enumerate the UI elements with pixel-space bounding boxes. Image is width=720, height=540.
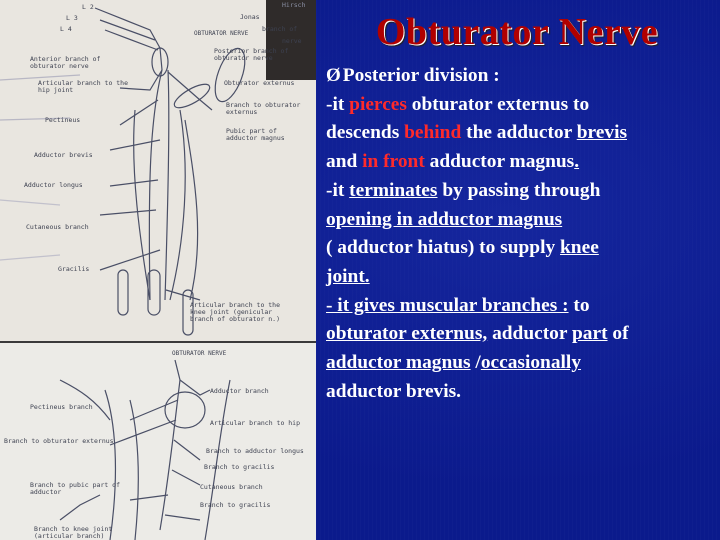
text-l1-a: -it bbox=[326, 93, 350, 115]
arrow-bullet-icon: Ø bbox=[326, 65, 341, 86]
text-l3-d: . bbox=[574, 151, 580, 173]
text-l6: ( adductor hiatus) to supply bbox=[326, 237, 561, 259]
text-line-3 bbox=[326, 148, 714, 177]
label-top-right-1: Hirsch bbox=[282, 1, 306, 9]
text-l2-a: descends bbox=[326, 122, 405, 144]
label-pectineus-branch: Pectineus branch bbox=[30, 403, 93, 411]
text-line-10 bbox=[326, 349, 714, 378]
label-obturator-nerve-bottom: OBTURATOR NERVE bbox=[172, 350, 227, 357]
slide-title: Obturator Nerve bbox=[375, 11, 659, 53]
text-l10-a: adductor magnus bbox=[326, 352, 471, 374]
text-line-4 bbox=[326, 177, 714, 206]
text-l10-b: / bbox=[470, 352, 481, 374]
label-branch-adductor-longus: Branch to adductor longus bbox=[206, 447, 304, 455]
text-line-11: adductor brevis. bbox=[326, 380, 462, 402]
label-pubic-part: Pubic part of adductor magnus bbox=[226, 127, 285, 142]
text-l2-c: the adductor bbox=[461, 122, 577, 144]
text-l8-a: - it gives muscular branches : bbox=[326, 294, 569, 316]
text-line-8 bbox=[326, 292, 714, 321]
heading-line bbox=[326, 62, 714, 91]
label-gracilis: Gracilis bbox=[58, 265, 90, 273]
text-pierces: pierces bbox=[349, 93, 407, 115]
label-top-right-4: nerve bbox=[282, 37, 302, 45]
text-brevis: brevis bbox=[576, 122, 628, 144]
label-adductor-brevis: Adductor brevis bbox=[34, 151, 93, 159]
label-l2: L 2 bbox=[82, 3, 94, 11]
heading-text: Posterior division : bbox=[342, 65, 500, 86]
text-behind: behind bbox=[404, 122, 462, 144]
text-line-2 bbox=[326, 119, 714, 148]
text-l9-a: obturator externus, bbox=[326, 323, 488, 345]
text-l9-c: part bbox=[571, 323, 608, 345]
label-branch-gracilis-2: Branch to gracilis bbox=[200, 501, 271, 509]
text-line-7: joint. bbox=[326, 265, 370, 287]
text-l1-c: obturator externus to bbox=[406, 93, 590, 115]
text-l3-c: adductor magnus bbox=[424, 151, 575, 173]
text-l4-c: by passing through bbox=[437, 179, 601, 201]
label-anterior-branch: Anterior branch of obturator nerve bbox=[30, 55, 101, 70]
slide-body bbox=[326, 62, 714, 406]
label-pectineus: Pectineus bbox=[45, 116, 81, 124]
label-adductor-branch: Adductor branch bbox=[210, 387, 269, 395]
label-branch-obturator-externus-bottom: Branch to obturator externus bbox=[4, 437, 114, 445]
label-obturator-nerve-top: OBTURATOR NERVE bbox=[194, 30, 249, 37]
label-top-right-2: Jonas bbox=[240, 13, 260, 21]
label-l4: L 4 bbox=[60, 25, 72, 33]
label-cutaneous-branch-top: Cutaneous branch bbox=[26, 223, 89, 231]
text-occasionally: occasionally bbox=[480, 352, 582, 374]
label-cutaneous-branch-bottom: Cutaneous branch bbox=[200, 483, 263, 491]
label-branch-obturator-externus: Branch to obturator externus bbox=[226, 101, 301, 116]
label-articular-branch-hip: Articular branch to the hip joint bbox=[38, 79, 129, 94]
text-l3-a: and bbox=[326, 151, 363, 173]
label-adductor-longus: Adductor longus bbox=[24, 181, 83, 189]
label-articular-branch-hip-bottom: Articular branch to hip bbox=[210, 419, 301, 427]
text-l9-b: adductor bbox=[487, 323, 572, 345]
text-l9-d: of bbox=[607, 323, 629, 345]
label-branch-pubic-part: Branch to pubic part of adductor bbox=[30, 481, 121, 496]
text-knee: knee bbox=[560, 237, 599, 259]
text-line-6 bbox=[326, 234, 714, 263]
label-top-right-3: branch of bbox=[262, 25, 298, 33]
label-branch-gracilis: Branch to gracilis bbox=[204, 463, 275, 471]
text-l4-a: -it bbox=[326, 179, 350, 201]
label-l3: L 3 bbox=[66, 14, 78, 22]
anatomy-figure-panel bbox=[0, 0, 316, 540]
text-in-front: in front bbox=[362, 151, 425, 173]
text-terminates: terminates bbox=[349, 179, 438, 201]
label-articular-branch-knee: Articular branch to the knee joint (genicular branch of obturator n.) bbox=[190, 301, 281, 323]
text-line-1 bbox=[326, 91, 714, 120]
label-branch-knee: Branch to knee joint (articular branch) bbox=[34, 525, 113, 540]
text-line-5: opening in adductor magnus bbox=[326, 208, 563, 230]
text-l8-b: to bbox=[568, 294, 590, 316]
label-posterior-branch: Posterior branch of obturator nerve bbox=[214, 47, 289, 62]
text-line-9 bbox=[326, 320, 714, 349]
label-obturator-externus: Obturator externus bbox=[224, 79, 295, 87]
